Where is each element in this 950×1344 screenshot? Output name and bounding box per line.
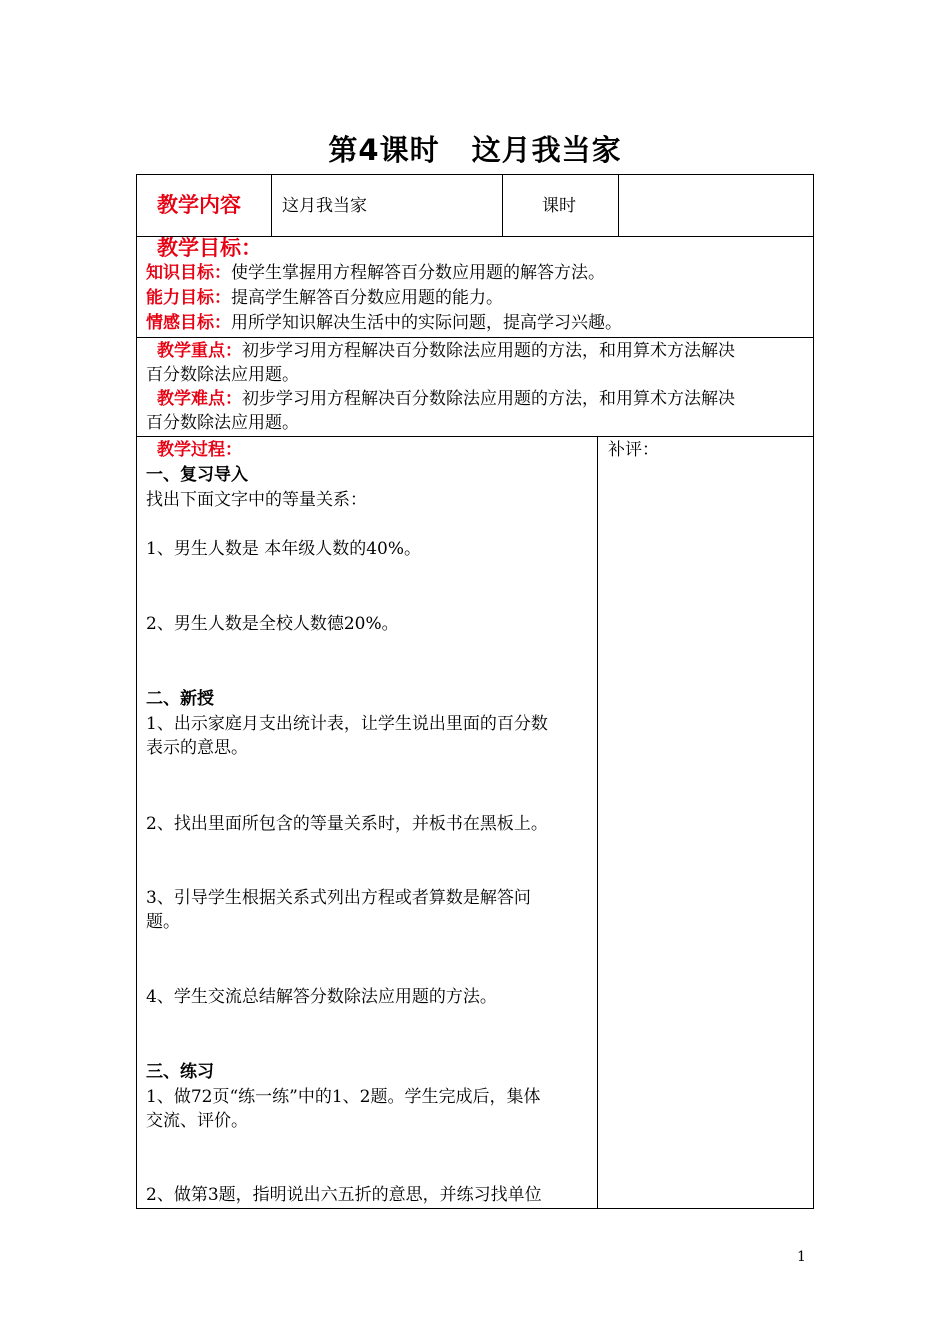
section2-title: 二、新授 bbox=[146, 689, 214, 709]
objective-label: 能力目标： bbox=[146, 288, 231, 308]
process-heading: 教学过程： bbox=[157, 440, 242, 460]
row-divider-3 bbox=[136, 436, 814, 437]
section2-item1-line2: 表示的意思。 bbox=[146, 738, 248, 758]
period-label: 课时 bbox=[542, 196, 576, 216]
objective-knowledge bbox=[146, 261, 605, 285]
section2-item2: 2、找出里面所包含的等量关系时，并板书在黑板上。 bbox=[146, 814, 548, 834]
row-divider-2 bbox=[136, 337, 814, 338]
lesson-number: 第4课时 bbox=[328, 133, 440, 167]
objective-text: 使学生掌握用方程解答百分数应用题的解答方法。 bbox=[231, 263, 605, 283]
section2-item1-line1: 1、出示家庭月支出统计表，让学生说出里面的百分数 bbox=[146, 714, 548, 734]
objective-ability bbox=[146, 286, 503, 310]
section2-item3-line2: 题。 bbox=[146, 912, 180, 932]
objective-label: 知识目标： bbox=[146, 263, 231, 283]
focus-text: 初步学习用方程解决百分数除法应用题的方法，和用算术方法解决 bbox=[242, 341, 735, 361]
objective-emotion bbox=[146, 311, 622, 335]
section1-title: 一、复习导入 bbox=[146, 465, 248, 485]
section3-title: 三、练习 bbox=[146, 1062, 214, 1082]
page-number: 1 bbox=[797, 1249, 806, 1265]
focus-label: 教学重点： bbox=[157, 341, 242, 361]
section3-item1-line1: 1、做72页“练一练”中的1、2题。学生完成后，集体 bbox=[146, 1087, 541, 1107]
lesson-topic: 这月我当家 bbox=[471, 133, 622, 167]
section3-item1-line2: 交流、评价。 bbox=[146, 1111, 248, 1131]
header-divider-2 bbox=[502, 174, 503, 236]
content-label: 教学内容 bbox=[157, 193, 241, 217]
focus-line-2: 百分数除法应用题。 bbox=[146, 365, 299, 385]
section1-item1: 1、男生人数是 本年级人数的40%。 bbox=[146, 539, 422, 559]
section1-item2: 2、男生人数是全校人数德20%。 bbox=[146, 614, 399, 634]
page-title bbox=[0, 128, 950, 169]
objectives-heading: 教学目标： bbox=[157, 236, 262, 260]
section2-item4: 4、学生交流总结解答分数除法应用题的方法。 bbox=[146, 987, 497, 1007]
difficulty-label: 教学难点： bbox=[157, 389, 242, 409]
header-divider-1 bbox=[271, 174, 272, 236]
difficulty-line-1 bbox=[157, 387, 735, 411]
objective-label: 情感目标： bbox=[146, 313, 231, 333]
objective-text: 提高学生解答百分数应用题的能力。 bbox=[231, 288, 503, 308]
difficulty-text: 初步学习用方程解决百分数除法应用题的方法，和用算术方法解决 bbox=[242, 389, 735, 409]
section3-item2: 2、做第3题，指明说出六五折的意思，并练习找单位 bbox=[146, 1185, 542, 1205]
difficulty-line-2: 百分数除法应用题。 bbox=[146, 413, 299, 433]
section1-intro: 找出下面文字中的等量关系： bbox=[146, 490, 367, 510]
content-value: 这月我当家 bbox=[282, 196, 367, 216]
header-divider-3 bbox=[618, 174, 619, 236]
focus-line-1 bbox=[157, 339, 735, 363]
notes-label: 补评： bbox=[608, 440, 659, 460]
objective-text: 用所学知识解决生活中的实际问题，提高学习兴趣。 bbox=[231, 313, 622, 333]
section2-item3-line1: 3、引导学生根据关系式列出方程或者算数是解答问 bbox=[146, 888, 531, 908]
process-notes-divider bbox=[597, 436, 598, 1209]
